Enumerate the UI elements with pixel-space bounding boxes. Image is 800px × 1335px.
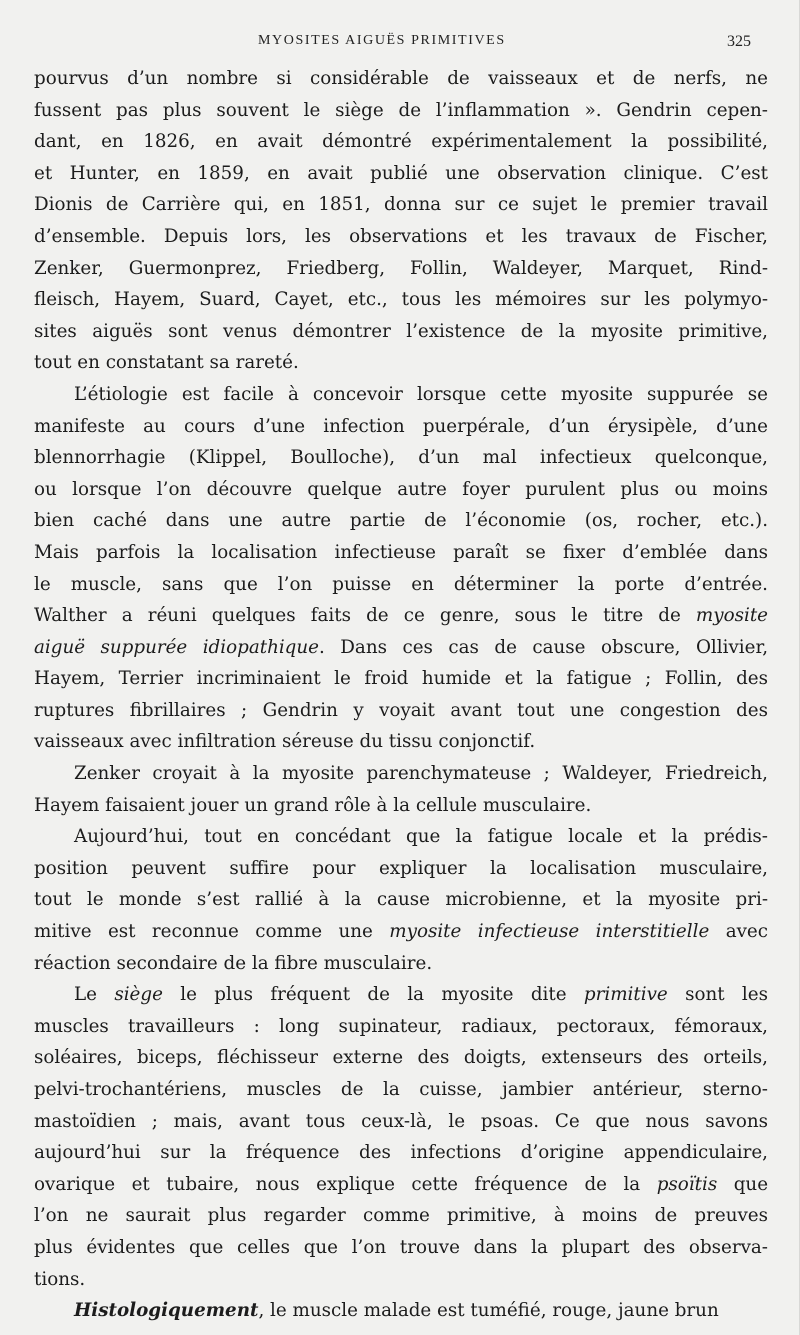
text-segment: ruptures fibrillaires ; Gendrin y voyait avant tout une congestion des <box>34 699 768 721</box>
text-segment: l’on ne saurait plus regarder comme primitive, à moins de preuves <box>34 1205 768 1227</box>
running-head <box>0 33 800 57</box>
text-segment: soléaires, biceps, fléchisseur externe des doigts, extenseurs des orteils, <box>34 1047 768 1069</box>
text-segment: Hayem, Terrier incriminaient le froid humide et la fatigue ; Follin, des <box>34 668 768 690</box>
text-segment: tout le monde s’est rallié à la cause microbienne, et la myosite pri- <box>34 889 768 911</box>
text-line <box>34 1264 768 1296</box>
text-segment: et Hunter, en 1859, en avait publié une observation clinique. C’est <box>34 162 768 184</box>
text-segment: aujourd’hui sur la fréquence des infections d’origine appendiculaire, <box>34 1142 768 1164</box>
text-segment: Walther a réuni quelques faits de ce genre, sous le titre de <box>34 605 696 627</box>
text-line <box>34 979 768 1011</box>
text-line <box>34 347 768 379</box>
text-line <box>34 853 768 885</box>
text-line <box>34 1169 768 1201</box>
text-segment: Zenker, Guermonprez, Friedberg, Follin, Waldeyer, Marquet, Rind- <box>34 257 768 279</box>
text-segment: pelvi-trochantériens, muscles de la cuisse, jambier antérieur, sterno- <box>34 1079 768 1100</box>
page-number: 325 <box>727 33 751 50</box>
text-line <box>34 126 768 158</box>
text-line <box>34 1074 768 1106</box>
text-line <box>34 284 768 316</box>
text-segment: avec <box>709 921 768 943</box>
text-segment: fussent pas plus souvent le siège de l’inflammation ». Gendrin cepen- <box>34 99 768 121</box>
text-segment: L’étiologie est facile à concevoir lorsque cette myosite suppurée se <box>74 383 768 405</box>
text-line <box>34 821 768 853</box>
text-segment: . Dans ces cas de cause obscure, Ollivier, <box>318 636 769 658</box>
emphasized-text: primitive <box>583 984 668 1006</box>
text-line <box>34 474 768 506</box>
text-segment: vaisseaux avec infiltration séreuse du tissu conjonctif. <box>34 731 536 753</box>
emphasized-text: psoïtis <box>656 1173 718 1195</box>
text-segment: mitive est reconnue comme une <box>34 921 390 943</box>
text-segment: plus évidentes que celles que l’on trouve dans la plupart des observa- <box>34 1236 768 1258</box>
text-segment: Le <box>74 984 115 1006</box>
text-line <box>34 600 768 632</box>
text-segment: manifeste au cours d’une infection puerpérale, d’un érysipèle, d’une <box>34 415 768 437</box>
text-line <box>34 411 768 443</box>
text-segment: le plus fréquent de la myosite dite <box>162 984 584 1006</box>
text-segment: Zenker croyait à la myosite parenchymateuse ; Waldeyer, Friedreich, <box>74 763 768 785</box>
text-line <box>34 695 768 727</box>
text-segment: fleisch, Hayem, Suard, Cayet, etc., tous les mémoires sur les polymyo- <box>34 289 768 311</box>
text-line <box>34 1295 768 1327</box>
text-segment: blennorrhagie (Klippel, Boulloche), d’un mal infectieux quelconque, <box>34 447 768 469</box>
text-segment: tout en constatant sa rareté. <box>34 352 299 374</box>
text-segment: pourvus d’un nombre si considérable de vaisseaux et de nerfs, ne <box>34 68 768 89</box>
text-line <box>34 442 768 474</box>
text-segment: sites aiguës sont venus démontrer l’existence de la myosite primitive, <box>34 320 768 342</box>
text-segment: mastoïdien ; mais, avant tous ceux-là, le psoas. Ce que nous savons <box>34 1110 768 1132</box>
text-segment: Mais parfois la localisation infectieuse paraît se fixer d’emblée dans <box>34 541 768 563</box>
text-line <box>34 95 768 127</box>
text-line <box>34 253 768 285</box>
running-title: MYOSITES AIGUËS PRIMITIVES <box>258 33 506 48</box>
text-line <box>34 537 768 569</box>
text-line <box>34 916 768 948</box>
text-segment: Dionis de Carrière qui, en 1851, donna sur ce sujet le premier travail <box>34 194 768 216</box>
text-line <box>34 1137 768 1169</box>
text-line <box>34 632 768 664</box>
text-segment: le muscle, sans que l’on puisse en déterminer la porte d’entrée. <box>34 573 768 595</box>
text-line <box>34 1011 768 1043</box>
text-line <box>34 316 768 348</box>
text-segment: ou lorsque l’on découvre quelque autre foyer purulent plus ou moins <box>34 478 768 500</box>
emphasized-text: siège <box>114 984 163 1006</box>
text-line <box>34 63 768 95</box>
emphasized-text: myosite infectieuse interstitielle <box>389 921 710 943</box>
emphasized-text: Histologiquement <box>74 1300 259 1322</box>
text-segment: sont les <box>667 984 768 1006</box>
text-segment: Hayem faisaient jouer un grand rôle à la cellule musculaire. <box>34 794 592 816</box>
body-text <box>34 63 768 1327</box>
text-line <box>34 663 768 695</box>
text-line <box>34 884 768 916</box>
text-line <box>34 948 768 980</box>
text-line <box>34 1200 768 1232</box>
text-segment: ovarique et tubaire, nous explique cette fréquence de la <box>34 1173 657 1195</box>
text-line <box>34 221 768 253</box>
text-segment: muscles travailleurs : long supinateur, radiaux, pectoraux, fémoraux, <box>34 1015 768 1037</box>
text-line <box>34 726 768 758</box>
text-segment: dant, en 1826, en avait démontré expérimentalement la possibilité, <box>34 131 768 153</box>
text-line <box>34 1232 768 1264</box>
text-line <box>34 758 768 790</box>
text-line <box>34 505 768 537</box>
text-line <box>34 379 768 411</box>
text-segment: bien caché dans une autre partie de l’économie (os, rocher, etc.). <box>34 510 768 532</box>
text-segment: tions. <box>34 1268 86 1290</box>
text-line <box>34 569 768 601</box>
text-line <box>34 1106 768 1138</box>
text-line <box>34 189 768 221</box>
emphasized-text: myosite <box>695 605 768 627</box>
text-segment: , le muscle malade est tuméfié, rouge, jaune brun <box>258 1300 719 1322</box>
emphasized-text: aiguë suppurée idiopathique <box>34 636 319 658</box>
text-segment: réaction secondaire de la fibre musculaire. <box>34 952 433 974</box>
text-segment: position peuvent suffire pour expliquer la localisation musculaire, <box>34 857 768 879</box>
text-segment: d’ensemble. Depuis lors, les observations et les travaux de Fischer, <box>34 225 768 247</box>
text-segment: Aujourd’hui, tout en concédant que la fatigue locale et la prédis- <box>74 826 768 848</box>
text-line <box>34 158 768 190</box>
text-line <box>34 1042 768 1074</box>
text-line <box>34 790 768 822</box>
text-segment: que <box>717 1173 769 1195</box>
